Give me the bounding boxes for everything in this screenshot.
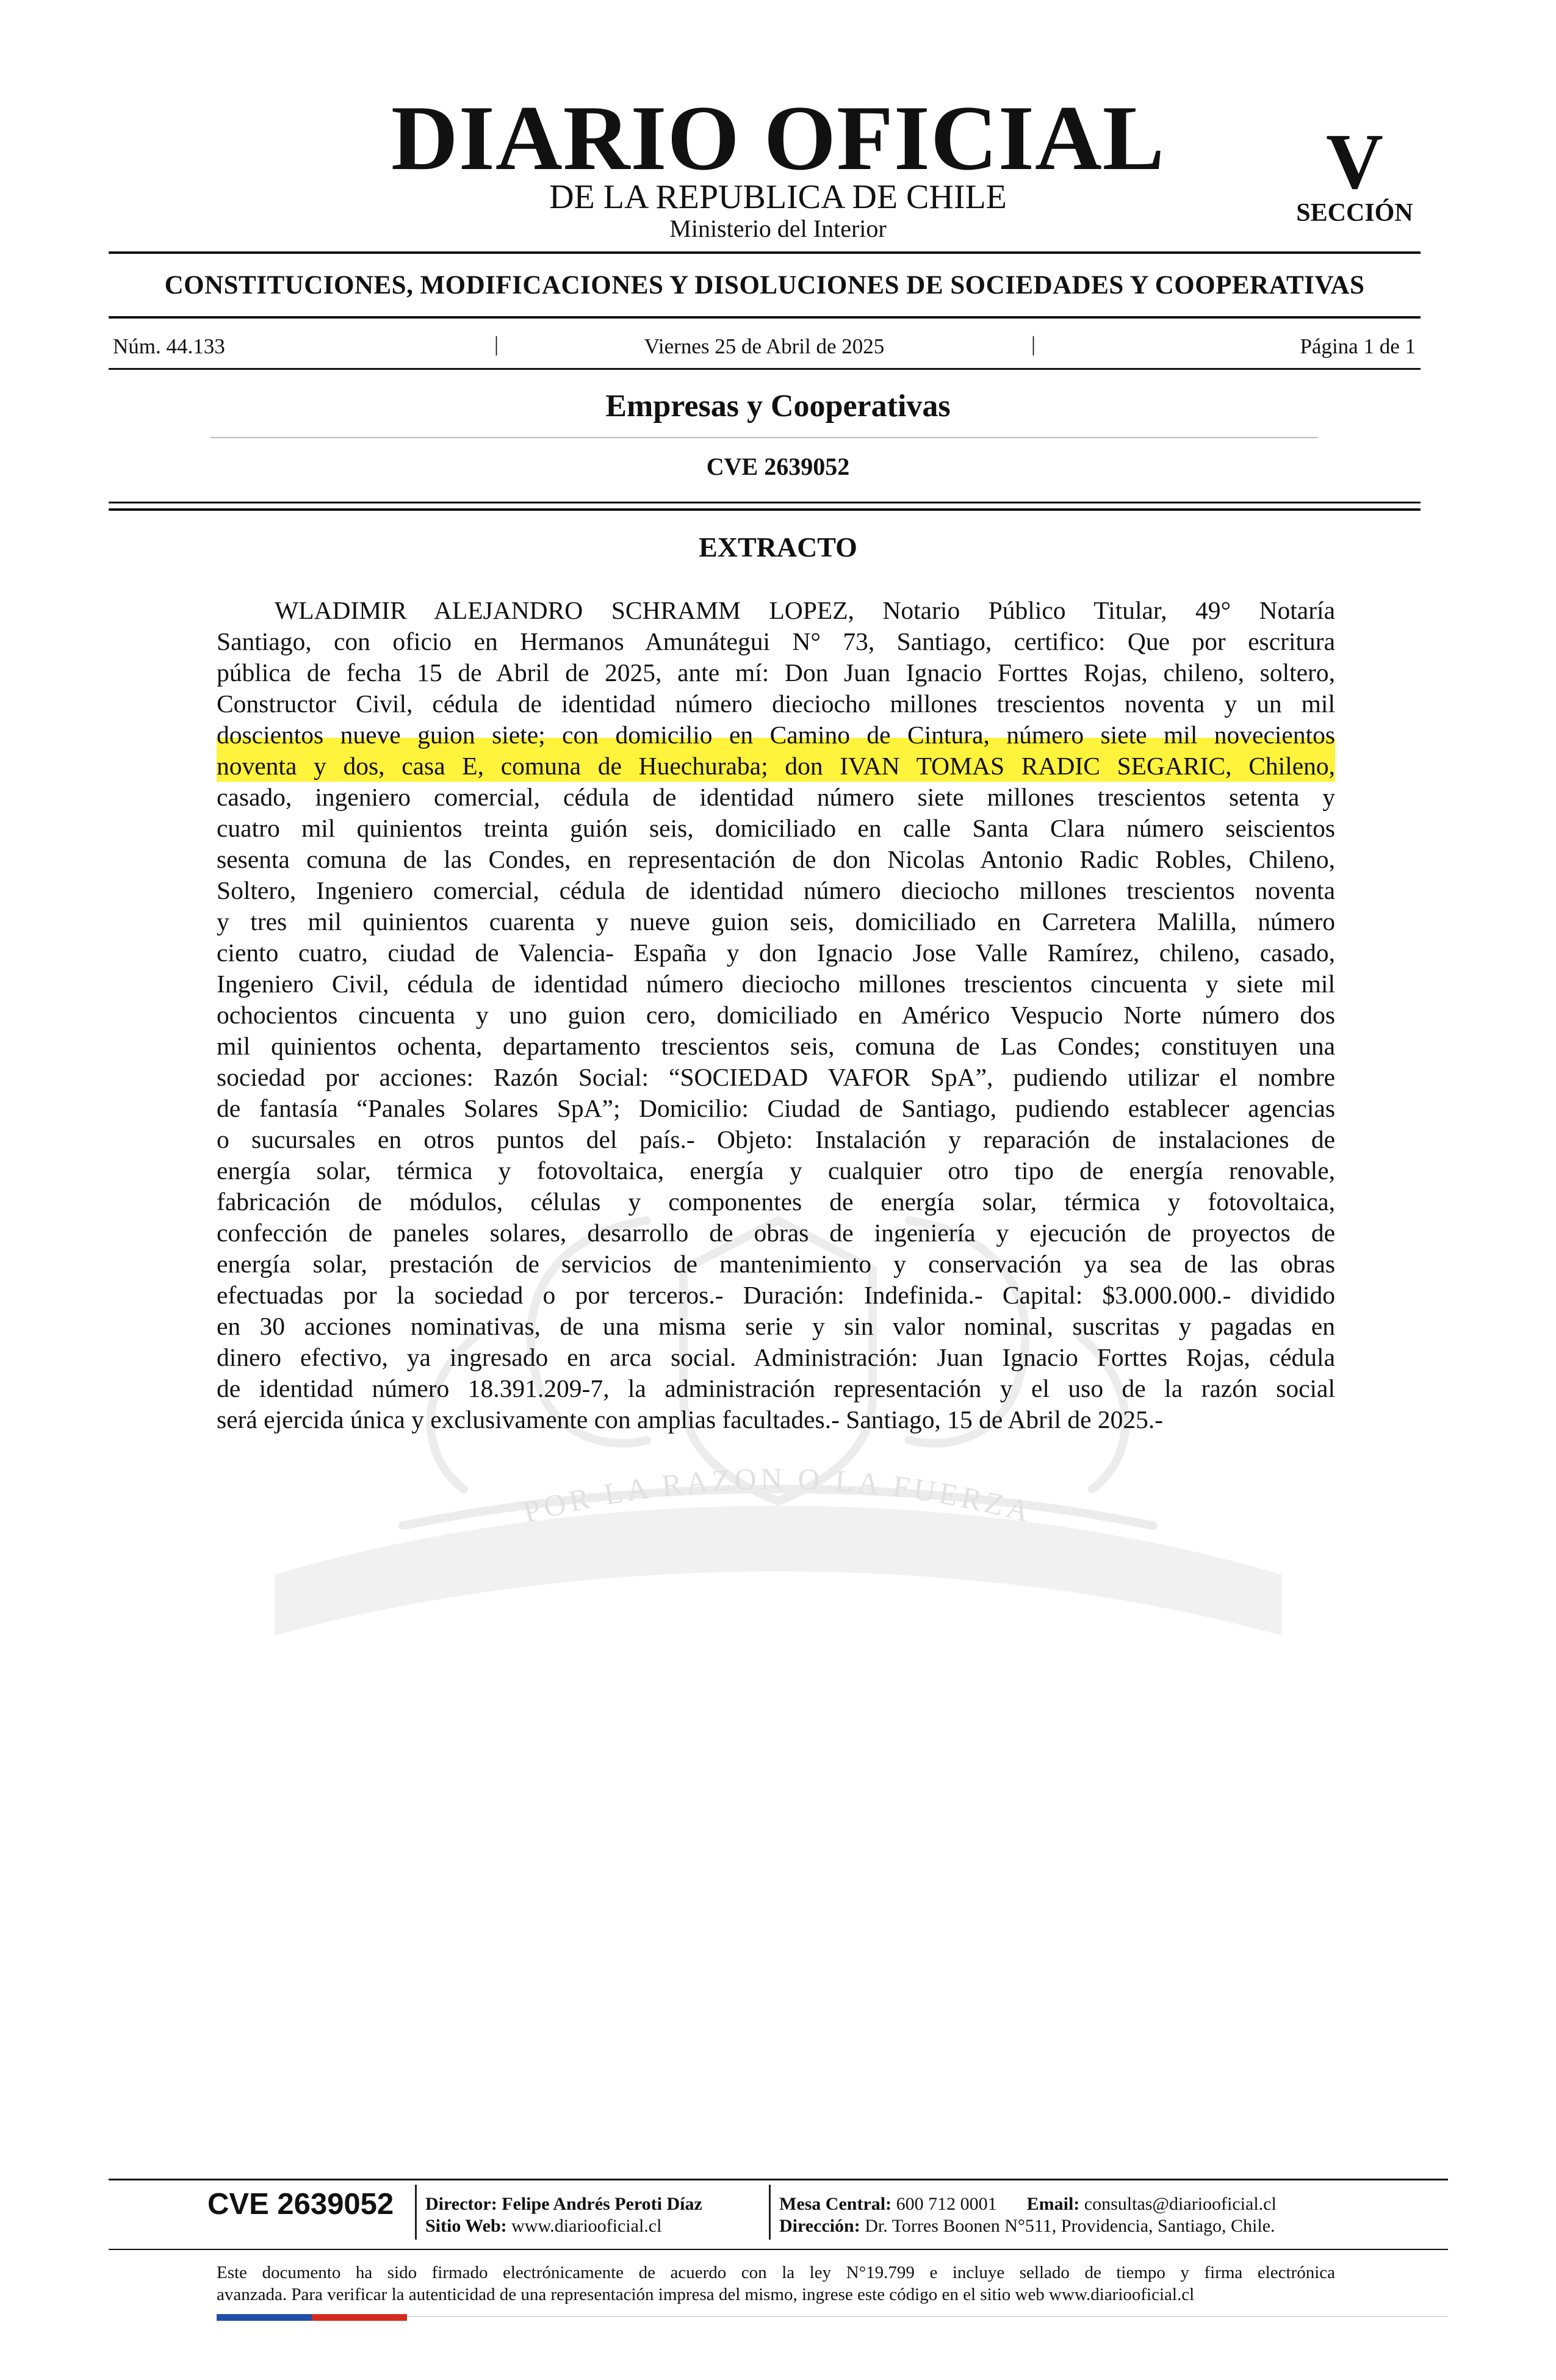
footer-separator — [769, 2185, 771, 2240]
body-line: dinero efectivo, ya ingresado en arca social. Administración: Juan Ignacio Forttes Rojas, cédula — [217, 1343, 1335, 1371]
body-divider-2 — [109, 508, 1421, 511]
footer-note-line: avanzada. Para verificar la autenticidad de una representación impresa del mismo, ingrese este código en el sitio web www.diariooficial.cl — [217, 2285, 1195, 2304]
body-line: será ejercida única y exclusivamente con amplias facultades.- Santiago, 15 de Abril de 2025.- — [217, 1405, 1164, 1433]
cve-code: CVE 2639052 — [706, 453, 850, 480]
info-divider — [109, 368, 1421, 370]
body-line: de identidad número 18.391.209-7, la administración representación y el uso de la razón social — [217, 1374, 1335, 1402]
body-line: mil quinientos ochenta, departamento trescientos seis, comuna de Las Condes; constituyen una — [217, 1032, 1335, 1060]
footer-separator — [415, 2185, 417, 2240]
category-divider — [211, 437, 1318, 438]
body-line: Santiago, con oficio en Hermanos Amunátegui N° 73, Santiago, certifico: Que por escritura — [217, 627, 1335, 655]
watermark-motto: POR LA RAZON O LA FUERZA — [519, 1461, 1037, 1530]
body-line: confección de paneles solares, desarrollo de obras de ingeniería y ejecución de proyectos de — [217, 1219, 1335, 1247]
footer-note-line: Este documento ha sido firmado electrónicamente de acuerdo con la ley N°19.799 e incluye sellado de tiempo y firma electrónica — [217, 2263, 1335, 2282]
body-line: de fantasía “Panales Solares SpA”; Domicilio: Ciudad de Santiago, pudiendo establecer agencias — [217, 1094, 1335, 1122]
section-label: SECCIÓN — [1296, 199, 1413, 227]
address-text: Dr. Torres Boonen N°511, Providencia, Santiago, Chile. — [865, 2216, 1275, 2236]
body-line: casado, ingeniero comercial, cédula de identidad número siete millones trescientos setenta y — [217, 783, 1335, 811]
section-title: CONSTITUCIONES, MODIFICACIONES Y DISOLUCIONES DE SOCIEDADES Y COOPERATIVAS — [164, 271, 1365, 300]
info-separator: | — [1031, 332, 1036, 356]
website-label: Sitio Web: — [425, 2216, 507, 2236]
flag-stripe-blue — [217, 2314, 312, 2321]
body-line: sociedad por acciones: Razón Social: “SOCIEDAD VAFOR SpA”, pudiendo utilizar el nombre — [217, 1063, 1335, 1091]
body-line: ochocientos cincuenta y uno guion cero, domiciliado en Américo Vespucio Norte número dos — [217, 1001, 1335, 1029]
body-line: y tres mil quinientos cuarenta y nueve guion seis, domiciliado en Carretera Malilla, número — [217, 907, 1335, 936]
footer-divider-top — [109, 2179, 1448, 2180]
footer-website — [425, 2217, 661, 2235]
body-line: en 30 acciones nominativas, de una misma serie y sin valor nominal, suscritas y pagadas en — [217, 1312, 1335, 1340]
body-line-highlighted: noventa y dos, casa E, comuna de Huechuraba; don IVAN TOMAS RADIC SEGARIC, Chileno, — [217, 751, 1335, 782]
newspaper-title: DIARIO OFICIAL — [391, 87, 1165, 189]
info-separator: | — [494, 332, 499, 356]
website-link[interactable]: www.diariooficial.cl — [511, 2216, 662, 2236]
body-line: ciento cuatro, ciudad de Valencia- España y don Ignacio Jose Valle Ramírez, chileno, casado, — [217, 939, 1335, 967]
phone-label: Mesa Central: — [779, 2194, 892, 2214]
body-line: energía solar, prestación de servicios de mantenimiento y conservación ya sea de las obras — [217, 1250, 1335, 1278]
flag-stripe-red — [312, 2314, 407, 2321]
category-title: Empresas y Cooperativas — [605, 389, 951, 424]
footer-director — [425, 2195, 702, 2213]
address-label: Dirección: — [779, 2216, 860, 2236]
issue-date: Viernes 25 de Abril de 2025 — [644, 334, 885, 358]
body-line: Soltero, Ingeniero comercial, cédula de identidad número dieciocho millones trescientos noventa — [217, 876, 1335, 904]
email-label: Email: — [1026, 2194, 1080, 2214]
body-line: doscientos nueve guion siete; con domicilio en Camino de Cintura, número siete mil novecientos — [217, 719, 1335, 751]
body-line: Constructor Civil, cédula de identidad número dieciocho millones trescientos noventa y un mil — [217, 690, 1335, 718]
body-line: pública de fecha 15 de Abril de 2025, ante mí: Don Juan Ignacio Forttes Rojas, chileno, soltero, — [217, 658, 1335, 687]
body-line: fabricación de módulos, células y componentes de energía solar, térmica y fotovoltaica, — [217, 1188, 1335, 1216]
document-heading: EXTRACTO — [699, 532, 857, 563]
footer-baseline — [407, 2316, 1448, 2317]
footer-contact — [779, 2195, 1277, 2213]
director-name: Felipe Andrés Peroti Díaz — [502, 2194, 702, 2214]
director-label: Director: — [425, 2194, 497, 2214]
header-divider-top — [109, 251, 1421, 254]
email-link[interactable]: consultas@diariooficial.cl — [1084, 2194, 1277, 2214]
footer-divider-bottom — [109, 2249, 1448, 2250]
body-line: cuatro mil quinientos treinta guión seis, domiciliado en calle Santa Clara número seiscientos — [217, 814, 1335, 842]
newspaper-subtitle: DE LA REPUBLICA DE CHILE — [549, 178, 1007, 216]
section-letter: V — [1326, 118, 1383, 206]
header-divider-middle — [109, 316, 1421, 319]
body-line: WLADIMIR ALEJANDRO SCHRAMM LOPEZ, Notario Público Titular, 49° Notaría — [275, 596, 1335, 624]
body-line: Ingeniero Civil, cédula de identidad número dieciocho millones trescientos cincuenta y siete mil — [217, 970, 1335, 998]
body-divider-1 — [109, 502, 1421, 503]
footer-address — [779, 2217, 1275, 2235]
page-count: Página 1 de 1 — [1300, 334, 1416, 358]
body-line: o sucursales en otros puntos del país.- Objeto: Instalación y reparación de instalaciones de — [217, 1125, 1335, 1153]
phone-number: 600 712 0001 — [896, 2194, 997, 2214]
body-line: energía solar, térmica y fotovoltaica, energía y cualquier otro tipo de energía renovable, — [217, 1156, 1335, 1185]
footer-cve-code: CVE 2639052 — [207, 2188, 394, 2221]
body-line: sesenta comuna de las Condes, en representación de don Nicolas Antonio Radic Robles, Chileno, — [217, 845, 1335, 873]
body-line: efectuadas por la sociedad o por terceros.- Duración: Indefinida.- Capital: $3.000.000.- dividido — [217, 1281, 1335, 1309]
ministry-label: Ministerio del Interior — [669, 215, 887, 242]
issue-number: Núm. 44.133 — [113, 334, 225, 358]
